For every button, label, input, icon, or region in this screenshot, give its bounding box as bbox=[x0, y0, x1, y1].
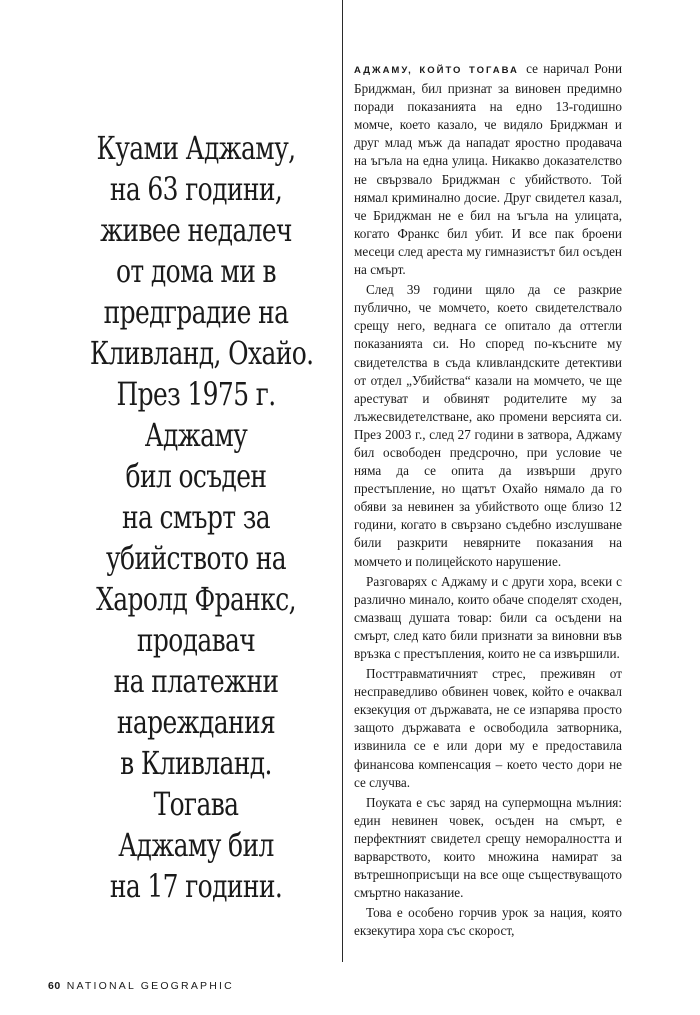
article-paragraph: Това е особено горчив урок за нация, която екзекутира хора със скорост, bbox=[354, 905, 622, 939]
column-divider bbox=[342, 0, 343, 962]
pull-quote-line: бил осъден bbox=[125, 457, 267, 495]
pull-quote-line: Кливланд, Охайо. bbox=[89, 334, 314, 372]
pull-quote-line: на 17 години. bbox=[109, 867, 283, 905]
pull-quote-line: Куами Аджаму, bbox=[96, 129, 296, 167]
pull-quote-line: на смърт за bbox=[121, 498, 271, 536]
pull-quote-line: живее недалеч bbox=[100, 211, 292, 249]
pull-quote bbox=[89, 128, 314, 907]
pull-quote-line: от дома ми в bbox=[116, 252, 276, 290]
pull-quote-line: в Кливланд. bbox=[120, 744, 272, 782]
pull-quote-line: нареждания bbox=[116, 703, 276, 741]
page-number: 60 bbox=[48, 980, 61, 992]
lead-in: АДЖАМУ, КОЙТО ТОГАВА bbox=[354, 65, 519, 76]
pull-quote-line: Аджаму bbox=[144, 416, 248, 454]
article-paragraph: След 39 години щяло да се разкрие публично, че момчето, което свидетелствало срещу него, веднага се опитало да оттегли показанията си. Но според по-късните му свидетелства в съда кливландските детективи от отдел „Убийства“ казали на момчето, че ще арестуват и обвинят родителите му за лъжесвидетелстване, ако промени версията си. През 2003 г., след 27 години в затвора, Аджаму бил освободен предсрочно, при условие че няма да се опита да извърши друго престъпление, но щатът Охайо нямало да го обяви за невинен за убийството още близо 12 години, когато в свързано съдебно изслушване били разкрити невярните показания на момчето и полицейското нарушение. bbox=[354, 282, 622, 569]
pull-quote-line: Тогава bbox=[153, 785, 239, 823]
publication-name: NATIONAL GEOGRAPHIC bbox=[66, 980, 234, 992]
pull-quote-line: убийството на bbox=[105, 539, 287, 577]
article-paragraph: Посттравматичният стрес, преживян от несправедливо обвинен човек, който е очаквал екзекуция от държавата, не се изпарява просто защото държавата е освободила затворника, извинила се е или дори му е предоставила финансова компенсация – което често дори не се случва. bbox=[354, 666, 622, 790]
article-paragraph: Разговарях с Аджаму и с други хора, всеки с различно минало, които обаче споделят сходен, смазващ душата товар: били са осъдени на смърт, след като били признати за виновни във връзка с престъпления, които не са извършили. bbox=[354, 573, 622, 661]
pull-quote-line: на 63 години, bbox=[109, 170, 283, 208]
page-footer bbox=[48, 980, 234, 992]
article-paragraph bbox=[354, 60, 622, 279]
pull-quote-line: През 1975 г. bbox=[116, 375, 276, 413]
article-paragraph: Поуката е със заряд на супермощна мълния: един невинен човек, осъден на смърт, е перфектният свидетел срещу неморалността и варварството, които множина намират за вътрешноприсъщи на все още съществуващото смъртно наказание. bbox=[354, 794, 622, 901]
article-body bbox=[354, 60, 622, 943]
pull-quote-line: на платежни bbox=[113, 662, 279, 700]
pull-quote-line: предградие на bbox=[103, 293, 289, 331]
pull-quote-line: Харолд Франкс, bbox=[96, 580, 296, 618]
paragraph-text: се наричал Рони Бриджман, бил признат за виновен предимно поради показанията на едно 13-годишно момче, което казало, че видяло Бриджман и друг млад мъж да нападат яростно продавача на ъгъла на една улица. Никакво доказателство не свързвало Бриджман с убийството. Той нямал криминално досие. Друг свидетел казал, че Бриджман не е бил на ъгъла на улицата, когато Франкс бил убит. И все пак броени месеци след ареста му гимназистът бил осъден на смърт. bbox=[354, 61, 623, 278]
pull-quote-line: продавач bbox=[136, 621, 256, 659]
pull-quote-line: Аджаму бил bbox=[118, 826, 274, 864]
